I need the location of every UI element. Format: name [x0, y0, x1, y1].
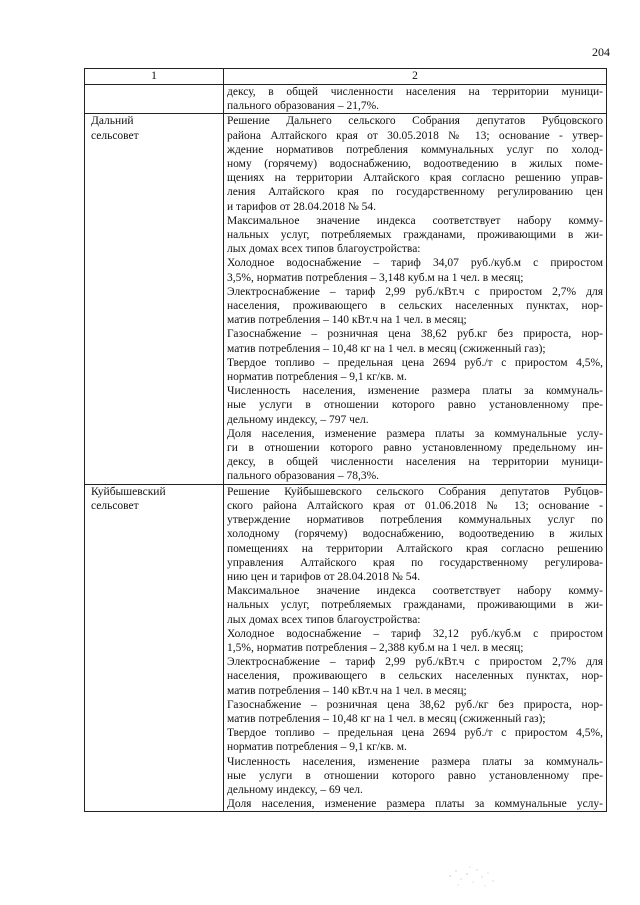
text-line: 3,5%, норматив потребления – 3,148 куб.м на 1 чел. в месяц;: [227, 271, 524, 284]
text-line: района Алтайского края от 30.05.2018 № 13; основание - утвер-: [227, 129, 603, 142]
text-line: нию цен и тарифов от 28.04.2018 № 54.: [227, 570, 421, 583]
text-line: лых домах всех типов благоустройства:: [227, 243, 421, 256]
text-line: Электроснабжение – тариф 2,99 руб./кВт.ч с приростом 2,7% для: [227, 285, 603, 298]
text-line: нальных услуг, потребляемых гражданами, проживающими в жи-: [227, 229, 603, 242]
text-line: Решение Куйбышевского сельского Собрания депутатов Рубцов-: [227, 485, 603, 498]
document-table: [84, 68, 607, 812]
text-line: дексу, в общей численности населения на территории муници-: [227, 86, 603, 98]
text-line: Электроснабжение – тариф 2,99 руб./кВт.ч с приростом 2,7% для: [227, 656, 603, 669]
text-line: Доля населения, изменение размера платы за коммунальные услу-: [227, 427, 603, 440]
text-line: дексу, в общей численности населения на территории муници-: [227, 456, 603, 469]
text-line: управления Алтайского края по государственному регулирова-: [227, 556, 603, 569]
text-line: 1,5%, норматив потребления – 2,388 куб.м на 1 чел. в месяц;: [227, 641, 524, 654]
description-cell: [224, 85, 607, 114]
column-header-2: 2: [224, 69, 607, 85]
text-line: лых домах всех типов благоустройства:: [227, 613, 421, 626]
text-line: матив потребления – 140 кВт.ч на 1 чел. в месяц;: [227, 684, 467, 697]
text-line: матив потребления – 10,48 кг на 1 чел. в месяц (сжиженный газ);: [227, 342, 546, 355]
scan-speckle: [446, 862, 506, 892]
text-line: дельному индексу, – 69 чел.: [227, 783, 363, 796]
text-line: матив потребления – 10,48 кг на 1 чел. в месяц (сжиженный газ);: [227, 712, 546, 725]
text-line: норматив потребления – 9,1 кг/кв. м.: [227, 741, 407, 754]
text-line: пального образования – 21,7%.: [227, 100, 380, 113]
text-line: Численность населения, изменение размера платы за коммуналь-: [227, 385, 603, 398]
description-cell: [224, 484, 607, 812]
page-number: 204: [592, 45, 610, 59]
text-line: ные услуги в отношении которого равно установленному пре-: [227, 399, 603, 412]
text-line: Максимальное значение индекса соответствует набору комму-: [227, 214, 603, 227]
municipality-name-line: сельсовет: [91, 499, 139, 512]
text-line: нальных услуг, потребляемых гражданами, проживающими в жи-: [227, 599, 603, 612]
column-header-1: 1: [85, 69, 224, 85]
municipality-cell: [85, 114, 224, 484]
text-line: и тарифов от 28.04.2018 № 54.: [227, 200, 377, 213]
table-header-row: [85, 69, 607, 85]
table-row: [85, 484, 607, 812]
municipality-name-line: Дальний: [91, 115, 134, 128]
text-line: Максимальное значение индекса соответствует набору комму-: [227, 585, 603, 598]
text-line: ные услуги в отношении которого равно установленному пре-: [227, 769, 603, 782]
text-line: холодному (горячему) водоснабжению, водоотведению в жилых: [227, 528, 603, 541]
text-line: ги в отношении которого равно установленному предельному ин-: [227, 442, 603, 455]
text-line: ского района Алтайского края от 01.06.2018 № 13; основание -: [227, 499, 603, 512]
text-line: Решение Дальнего сельского Собрания депутатов Рубцовского: [227, 115, 603, 128]
text-line: населения, проживающего в сельских населенных пунктах, нор-: [227, 300, 603, 313]
text-line: Холодное водоснабжение – тариф 32,12 руб./куб.м с приростом: [227, 627, 603, 640]
table-row: [85, 114, 607, 484]
text-line: матив потребления – 140 кВт.ч на 1 чел. в месяц;: [227, 314, 467, 327]
text-line: норматив потребления – 9,1 кг/кв. м.: [227, 371, 407, 384]
text-line: Твердое топливо – предельная цена 2694 руб./т с приростом 4,5%,: [227, 356, 603, 369]
text-line: Твердое топливо – предельная цена 2694 руб./т с приростом 4,5%,: [227, 727, 603, 740]
table-row: [85, 85, 607, 114]
text-line: Доля населения, изменение размера платы за коммунальные услу-: [227, 798, 603, 811]
description-cell: [224, 114, 607, 484]
text-line: Холодное водоснабжение – тариф 34,07 руб./куб.м с приростом: [227, 257, 603, 270]
municipality-cell: [85, 484, 224, 812]
municipality-name-line: Куйбышевский: [91, 485, 166, 498]
municipality-name-line: сельсовет: [91, 129, 139, 142]
text-line: щениях на территории Алтайского края согласно решению управ-: [227, 172, 603, 185]
text-line: ждение нормативов потребления коммунальных услуг по холод-: [227, 143, 603, 156]
municipality-cell: [85, 85, 224, 114]
text-line: ления Алтайского края по государственному регулированию цен: [227, 186, 603, 199]
text-line: Газоснабжение – розничная цена 38,62 руб.кг без прироста, нор-: [227, 328, 603, 341]
text-line: Численность населения, изменение размера платы за коммуналь-: [227, 755, 603, 768]
text-line: дельному индексу, – 797 чел.: [227, 413, 369, 426]
text-line: помещениях на территории Алтайского края согласно решению: [227, 542, 603, 555]
text-line: пального образования – 78,3%.: [227, 470, 380, 483]
text-line: ному (горячему) водоснабжению, водоотведению в жилых поме-: [227, 158, 603, 171]
text-line: населения, проживающего в сельских населенных пунктах, нор-: [227, 670, 603, 683]
text-line: утверждение нормативов потребления коммунальных услуг по: [227, 514, 603, 527]
text-line: Газоснабжение – розничная цена 38,62 руб./кг без прироста, нор-: [227, 698, 603, 711]
table-body: [85, 85, 607, 812]
